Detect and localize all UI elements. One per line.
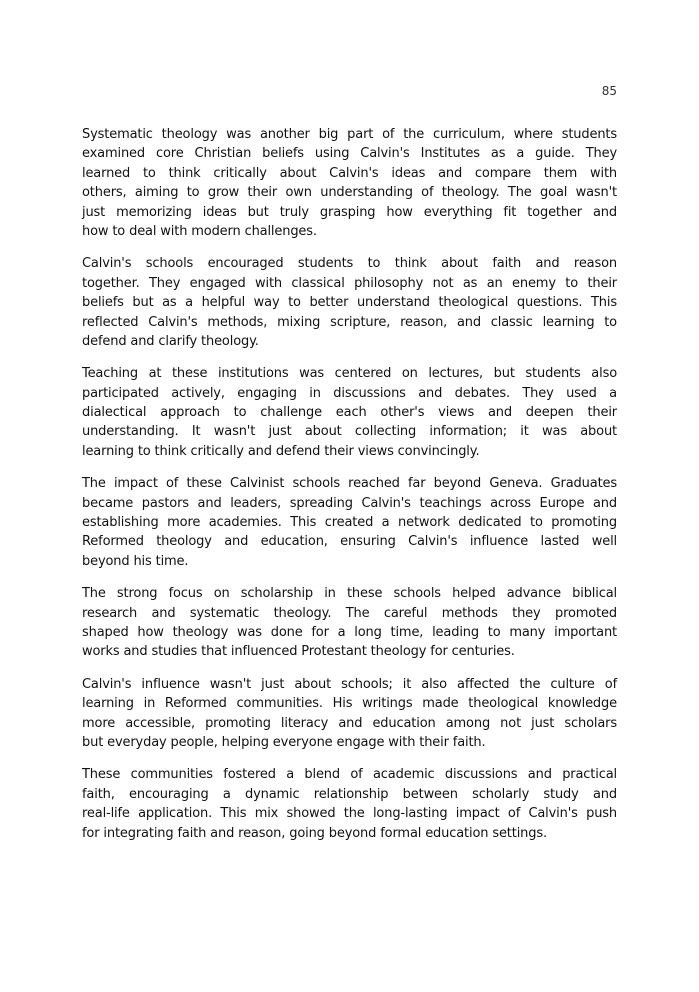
text-line: works and studies that influenced Protestant theology for centuries. bbox=[82, 644, 515, 660]
text-line: together. They engaged with classical philosophy not as an enemy to their bbox=[82, 275, 617, 291]
page-number: 85 bbox=[601, 84, 617, 98]
text-line: learning to think critically and defend their views convincingly. bbox=[82, 443, 480, 459]
text-line: learned to think critically about Calvin's ideas and compare them with bbox=[82, 165, 617, 181]
text-line: dialectical approach to challenge each other's views and deepen their bbox=[82, 405, 617, 421]
text-line: others, aiming to grow their own understanding of theology. The goal wasn't bbox=[82, 185, 617, 201]
paragraph bbox=[82, 584, 617, 662]
text-line: shaped how theology was done for a long time, leading to many important bbox=[82, 624, 617, 640]
text-line: participated actively, engaging in discussions and debates. They used a bbox=[82, 385, 617, 401]
paragraph bbox=[82, 125, 617, 241]
text-line: defend and clarify theology. bbox=[82, 333, 259, 349]
paragraph bbox=[82, 474, 617, 571]
text-line: faith, encouraging a dynamic relationship between scholarly study and bbox=[82, 786, 617, 802]
paragraph bbox=[82, 675, 617, 753]
text-line: establishing more academies. This created a network dedicated to promoting bbox=[82, 515, 617, 531]
text-line: research and systematic theology. The careful methods they promoted bbox=[82, 605, 617, 621]
text-line: how to deal with modern challenges. bbox=[82, 223, 317, 239]
text-line: Calvin's influence wasn't just about schools; it also affected the culture of bbox=[82, 676, 617, 692]
text-line: learning in Reformed communities. His writings made theological knowledge bbox=[82, 696, 617, 712]
text-line: beliefs but as a helpful way to better understand theological questions. This bbox=[82, 295, 617, 311]
paragraph bbox=[82, 765, 617, 843]
paragraph bbox=[82, 254, 617, 351]
paragraph bbox=[82, 364, 617, 461]
text-line: beyond his time. bbox=[82, 553, 189, 569]
text-line: understanding. It wasn't just about collecting information; it was about bbox=[82, 424, 617, 440]
text-line: The strong focus on scholarship in these schools helped advance biblical bbox=[82, 586, 617, 602]
text-line: more accessible, promoting literacy and education among not just scholars bbox=[82, 715, 617, 731]
text-line: real-life application. This mix showed the long-lasting impact of Calvin's push bbox=[82, 806, 617, 822]
text-line: Systematic theology was another big part of the curriculum, where students bbox=[82, 127, 617, 142]
text-line: reflected Calvin's methods, mixing scripture, reason, and classic learning to bbox=[82, 314, 617, 330]
text-line: Teaching at these institutions was centered on lectures, but students also bbox=[82, 366, 617, 382]
text-line: but everyday people, helping everyone engage with their faith. bbox=[82, 734, 486, 750]
text-line: just memorizing ideas but truly grasping how everything fit together and bbox=[82, 204, 617, 220]
text-line: The impact of these Calvinist schools reached far beyond Geneva. Graduates bbox=[82, 476, 617, 492]
text-line: These communities fostered a blend of academic discussions and practical bbox=[82, 767, 617, 783]
text-line: became pastors and leaders, spreading Calvin's teachings across Europe and bbox=[82, 495, 617, 511]
body-text bbox=[82, 125, 617, 856]
text-line: examined core Christian beliefs using Calvin's Institutes as a guide. They bbox=[82, 146, 617, 162]
text-line: for integrating faith and reason, going beyond formal education settings. bbox=[82, 825, 547, 841]
text-line: Calvin's schools encouraged students to think about faith and reason bbox=[82, 256, 617, 272]
text-line: Reformed theology and education, ensuring Calvin's influence lasted well bbox=[82, 534, 617, 550]
